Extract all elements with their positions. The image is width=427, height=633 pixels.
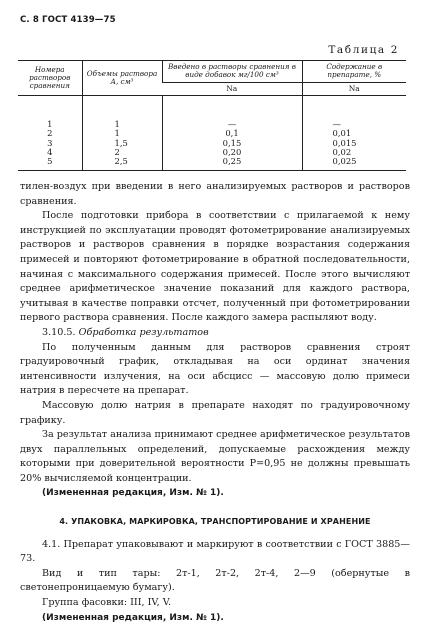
paragraph-procedure: После подготовки прибора в соответствии с прилагаемой к нему инструкцией по эксплуатации проводят фотометрирование анализируемых растворов и растворов сравнения в порядке возрастания содержания примесей и повторяют фотометрирование в обратной последовательности, начиная с максимального содержания примесей. После этого вычисляют среднее арифметическое значение показаний для каждого раствора, учитывая в качестве поправки отсчет, полученный при фотометрировании первого раствора сравнения. После каждого замера распыляют воду. (20, 210, 410, 324)
table-cell: 2 (47, 128, 53, 139)
paragraph-result: За результат анализа принимают среднее арифметическое результатов двух параллельных определений, допускаемые расхождения между которыми при доверительной вероятности P=0,95 не должны превышать 20% вычисляемой концентрации. (20, 429, 411, 484)
table-cell: 0,025 (302, 157, 406, 171)
table-cell: 1,5 (82, 139, 162, 148)
table-cell: — (302, 120, 406, 129)
paragraph-continuation: тилен-воздух при введении в него анализируемых растворов и растворов сравнения. (20, 181, 410, 207)
table-cell: 2 (82, 148, 162, 157)
table-row (18, 157, 406, 171)
header-content: Содержание в препарате, % (302, 61, 406, 83)
table-cell: 1 (82, 129, 162, 138)
amendment-note: (Измененная редакция, Изм. № 1). (42, 488, 224, 499)
page-header: С. 8 ГОСТ 4139—75 (20, 15, 116, 25)
amendment-note: (Измененная редакция, Изм. № 1). (42, 612, 224, 623)
table-caption: Таблица 2 (328, 44, 399, 56)
paragraph-mass-fraction: Массовую долю натрия в препарате находят по градуировочному графику. (20, 399, 410, 426)
subsection-number: 3.10.5. (42, 326, 76, 338)
subsection-title: Обработка результатов (78, 326, 209, 338)
table-cell: 2,5 (82, 157, 162, 171)
header-added-amount: Введено в растворы сравнения в виде добавок мг/100 см³ (162, 61, 302, 83)
paragraph-container-type: Вид и тип тары: 2т-1, 2т-2, 2т-4, 2—9 (обернутые в светонепроницаемую бумагу). (20, 567, 410, 594)
table-cell: 4 (47, 146, 53, 157)
table-cell: 0,01 (302, 129, 406, 138)
table-cell: 5 (47, 156, 53, 167)
header-volume: Объемы раствора А, см³ (82, 61, 162, 96)
table-cell: 0,15 (162, 139, 302, 148)
table-cell: 0,25 (162, 157, 302, 171)
section-heading: 4. УПАКОВКА, МАРКИРОВКА, ТРАНСПОРТИРОВАНИЕ И ХРАНЕНИЕ (59, 517, 371, 527)
table-cell: 1 (82, 120, 162, 129)
reference-solutions-table (18, 60, 406, 171)
table-cell: — (162, 120, 302, 129)
table-cell: 0,1 (162, 129, 302, 138)
table-cell: 3 (47, 137, 53, 148)
table-cell: 0,015 (302, 139, 406, 148)
table-cell: 0,02 (302, 148, 406, 157)
paragraph-packing-group: Группа фасовки: III, IV, V. (42, 597, 172, 609)
paragraph-calibration: По полученным данным для растворов сравнения строят градуировочный график, откладывая на оси ординат значения интенсивности излучения, на оси абсцисс — массовую долю примеси натрия в пересчете на препарат. (20, 341, 410, 397)
header-sub-na-content: Na (302, 82, 406, 95)
table-cell: 1 (47, 119, 53, 130)
body-text (20, 180, 410, 625)
table-cell: 0,20 (162, 148, 302, 157)
header-solution-number: Номера растворов сравнения (18, 61, 82, 96)
paragraph-packaging: 4.1. Препарат упаковывают и маркируют в соответствии с ГОСТ 3885—73. (20, 538, 410, 565)
header-sub-na-added: Na (162, 82, 302, 95)
subsection-heading (20, 326, 410, 341)
